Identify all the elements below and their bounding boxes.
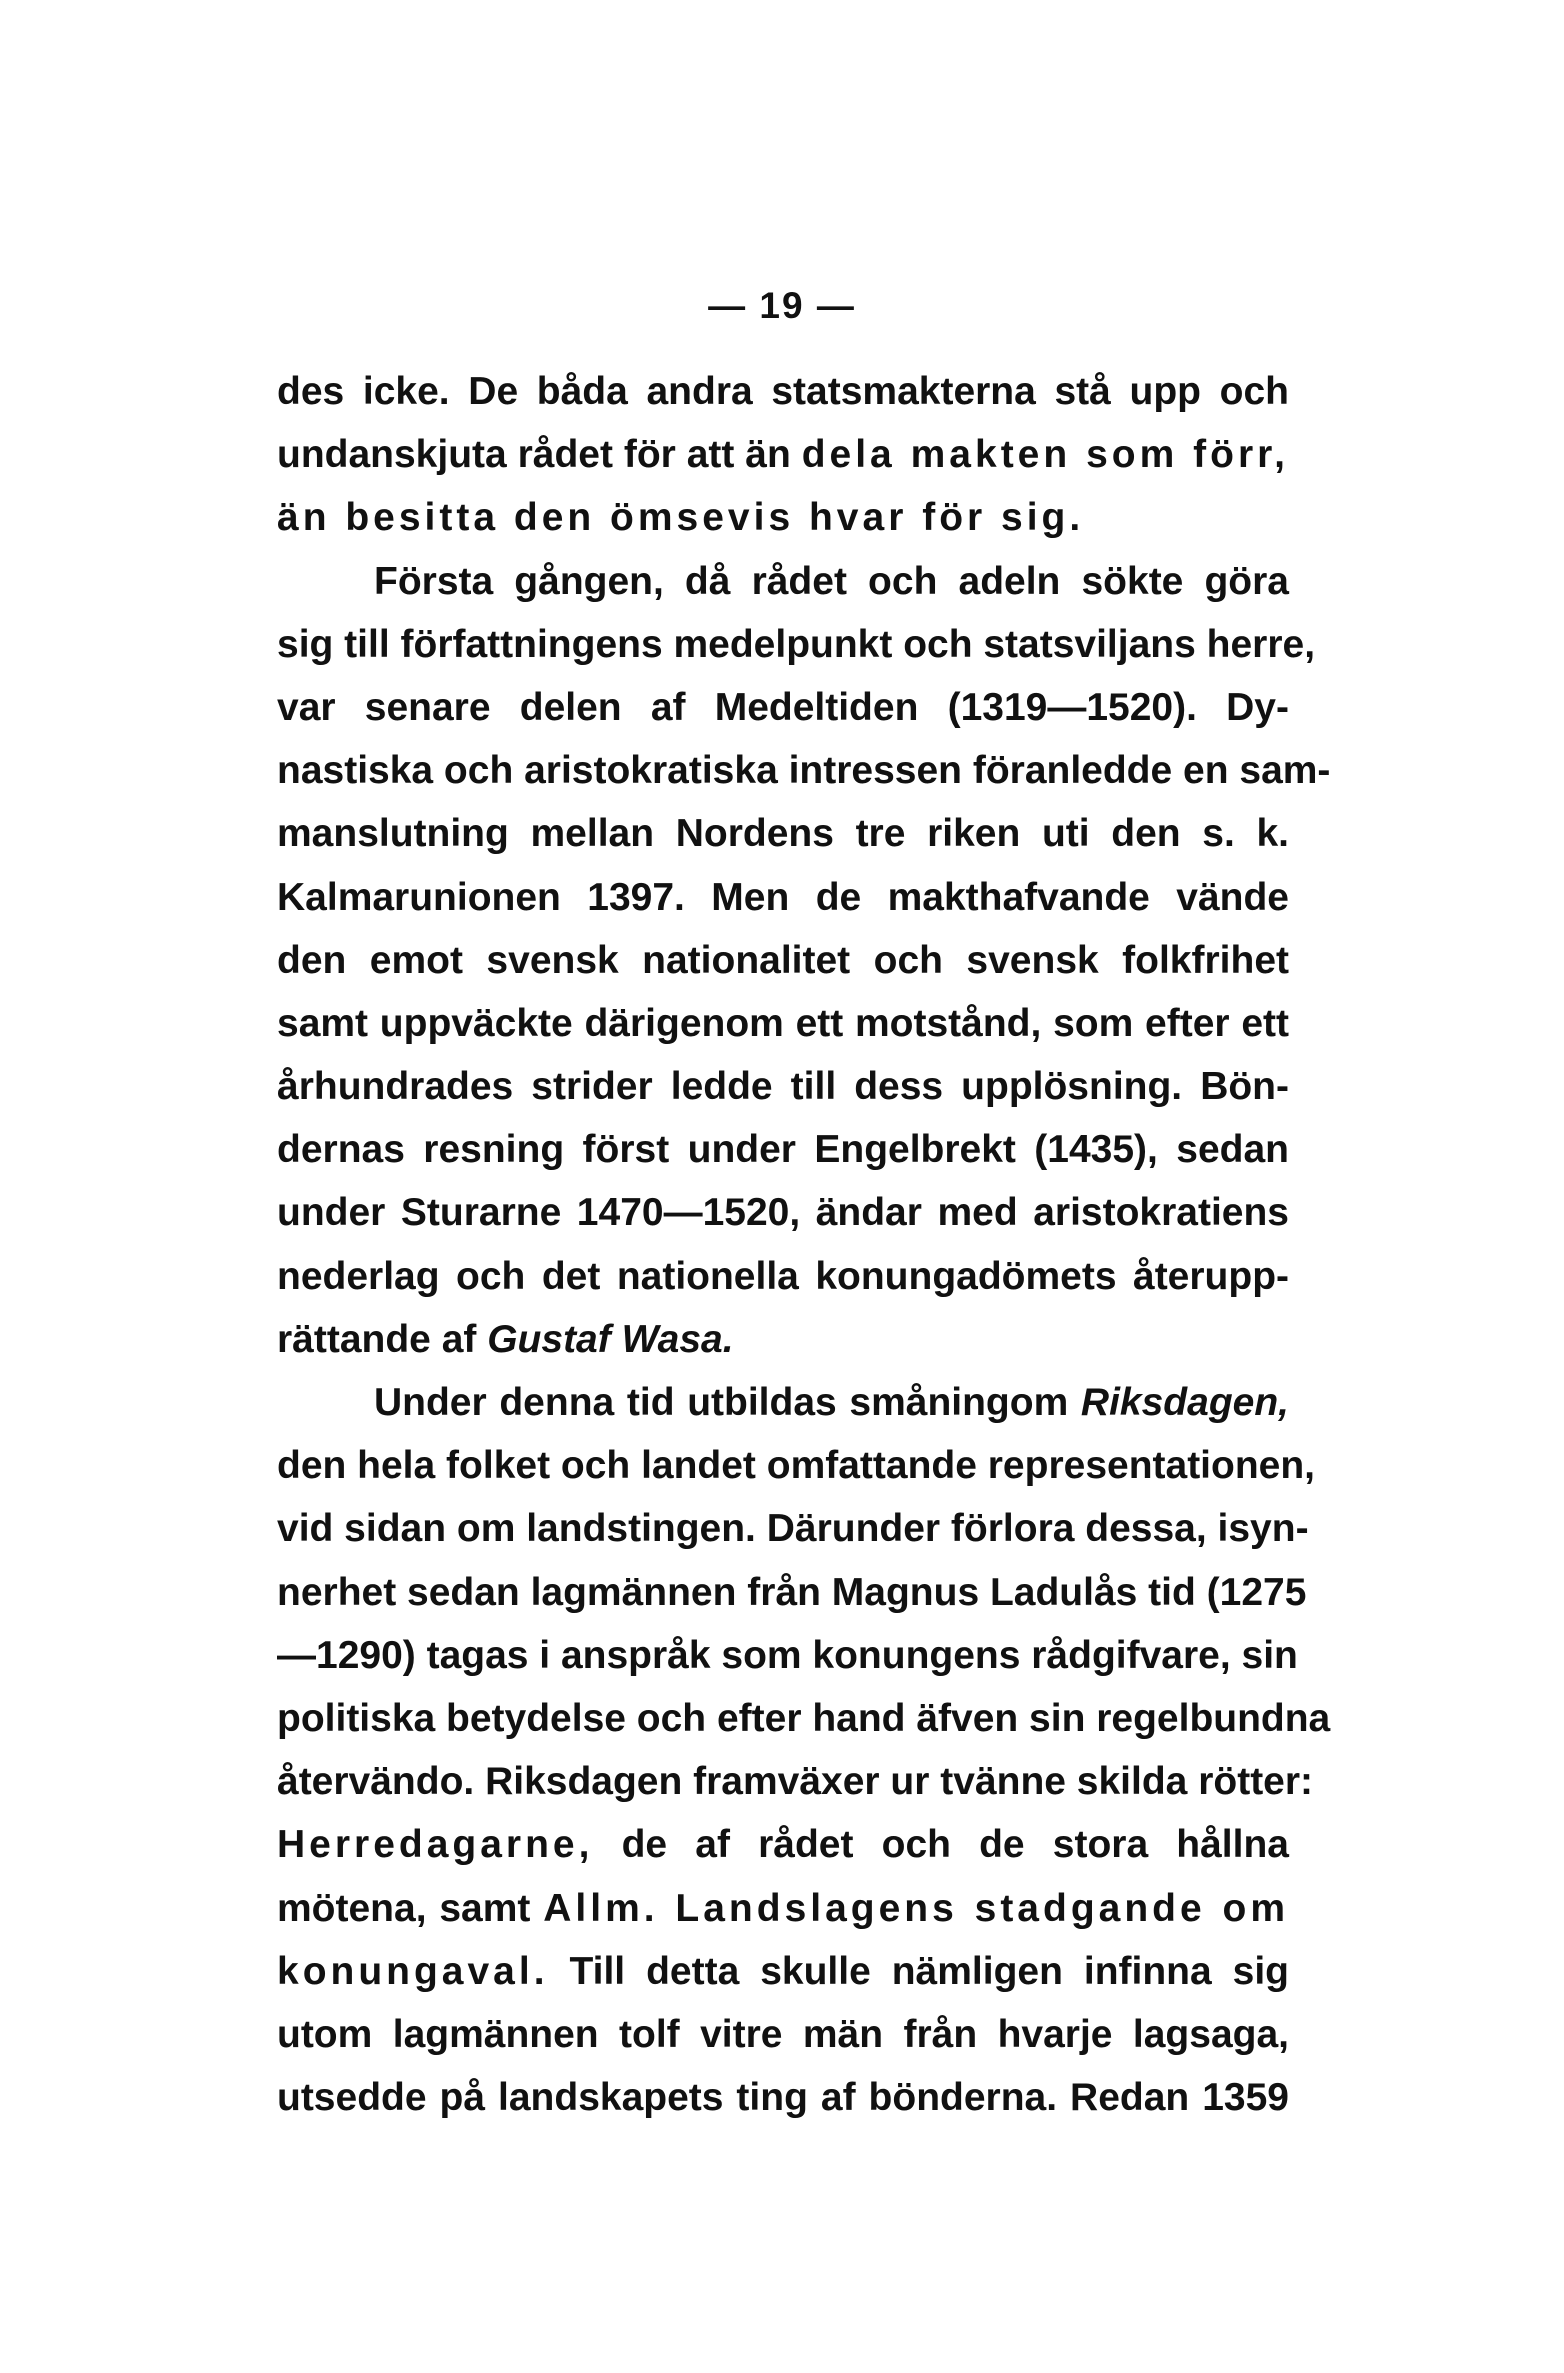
text-line (277, 1181, 1289, 1244)
text-segment: nederlag och det nationella konungadömets återupp- (277, 1254, 1289, 1298)
text-line (277, 1308, 1289, 1371)
text-segment: den emot svensk nationalitet och svensk folkfrihet (277, 938, 1289, 982)
text-line (277, 2066, 1289, 2129)
text-line (277, 739, 1331, 802)
text-segment: —1290) tagas i anspråk som konungens rådgifvare, sin (277, 1633, 1298, 1677)
text-segment: nerhet sedan lagmännen från Magnus Ladulås tid (1275 (277, 1570, 1307, 1614)
italic-text: Riksdagen, (1080, 1381, 1289, 1424)
text-segment: under Sturarne 1470—1520, ändar med aristokratiens (277, 1191, 1289, 1235)
text-segment: utom lagmännen tolf vitre män från hvarje lagsaga, (277, 2012, 1289, 2056)
spaced-text: dela makten som förr, (801, 433, 1290, 477)
text-segment: mötena, samt (277, 1886, 544, 1930)
spaced-text: än besitta den ömsevis hvar för sig. (277, 496, 1085, 540)
spaced-text: Allm. Landslagens stadgande om (543, 1886, 1289, 1930)
text-segment: århundrades strider ledde till dess upplösning. Bön- (277, 1065, 1289, 1109)
text-segment: nastiska och aristokratiska intressen föranledde en sam- (277, 749, 1331, 793)
text-segment: Under denna tid utbildas småningom (374, 1381, 1081, 1424)
text-line (277, 1055, 1289, 1118)
italic-text: Gustaf Wasa. (487, 1317, 734, 1361)
spaced-text: Herredagarne, (277, 1823, 594, 1867)
text-line (277, 1245, 1289, 1308)
text-line (277, 1118, 1289, 1181)
text-segment: utsedde på landskapets ting af bönderna. Redan 1359 (277, 2076, 1289, 2120)
text-line (277, 1497, 1309, 1560)
text-segment: dernas resning först under Engelbrekt (1435), sedan (277, 1128, 1289, 1172)
text-line (277, 360, 1289, 423)
text-line (277, 1813, 1289, 1876)
text-segment: Kalmarunionen 1397. Men de makthafvande vände (277, 875, 1289, 919)
text-segment: manslutning mellan Nordens tre riken uti den s. k. (277, 812, 1289, 856)
text-line (277, 550, 1289, 613)
text-line (277, 2003, 1289, 2066)
text-segment: vid sidan om landstingen. Därunder förlora dessa, isyn- (277, 1507, 1309, 1551)
text-line (277, 1750, 1314, 1813)
text-line (277, 1687, 1331, 1750)
text-line (277, 676, 1289, 739)
text-segment: den hela folket och landet omfattande representationen, (277, 1444, 1316, 1488)
text-segment: politiska betydelse och efter hand äfven sin regelbundna (277, 1696, 1331, 1740)
spaced-text: konungaval. (277, 1949, 549, 1993)
text-line (277, 1624, 1298, 1687)
text-line (277, 1877, 1289, 1940)
text-line (277, 613, 1316, 676)
text-segment: des icke. De båda andra statsmakterna stå upp och (277, 370, 1289, 413)
text-segment: rättande af (277, 1317, 488, 1361)
body-text (277, 360, 1331, 2129)
text-line (277, 1940, 1289, 2003)
text-segment: Till detta skulle nämligen infinna sig (548, 1949, 1289, 1993)
text-line (277, 802, 1289, 865)
text-line (277, 486, 1289, 549)
text-segment: undanskjuta rådet för att än (277, 433, 802, 477)
text-line (277, 1434, 1316, 1497)
text-line (277, 992, 1289, 1055)
text-segment: samt uppväckte därigenom ett motstånd, som efter ett (277, 1001, 1289, 1045)
text-segment: återvändo. Riksdagen framväxer ur tvänne skilda rötter: (277, 1760, 1314, 1804)
text-line (277, 1371, 1289, 1434)
text-segment: var senare delen af Medeltiden (1319—1520). Dy- (277, 685, 1289, 729)
text-segment: Första gången, då rådet och adeln sökte göra (374, 559, 1289, 603)
text-segment: sig till författningens medelpunkt och statsviljans herre, (277, 622, 1316, 666)
page-number: — 19 — (708, 285, 856, 326)
text-line (277, 423, 1289, 486)
text-segment: de af rådet och de stora hållna (593, 1823, 1289, 1867)
text-line (277, 1561, 1307, 1624)
text-line (277, 866, 1289, 929)
text-line (277, 929, 1289, 992)
